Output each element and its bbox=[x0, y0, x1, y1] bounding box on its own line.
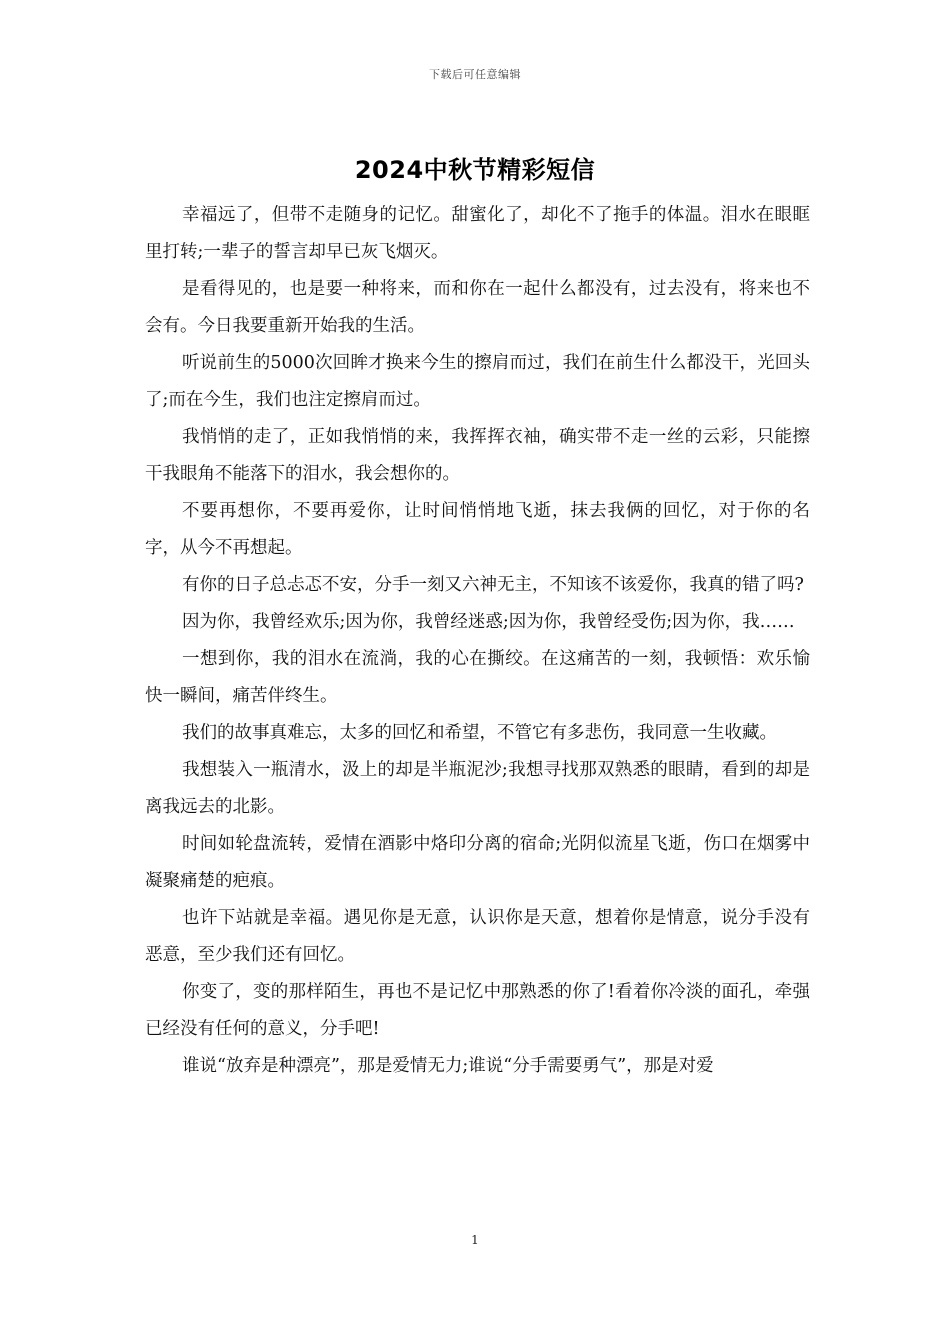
paragraph: 我想装入一瓶清水，汲上的却是半瓶泥沙;我想寻找那双熟悉的眼睛，看到的却是离我远去的北影。 bbox=[145, 760, 810, 817]
paragraph: 我们的故事真难忘，太多的回忆和希望，不管它有多悲伤，我同意一生收藏。 bbox=[182, 723, 777, 743]
paragraph: 一想到你，我的泪水在流淌，我的心在撕绞。在这痛苦的一刻，我顿悟：欢乐愉快一瞬间，痛苦伴终生。 bbox=[145, 649, 810, 706]
paragraph: 幸福远了，但带不走随身的记忆。甜蜜化了，却化不了拖手的体温。泪水在眼眶里打转;一辈子的誓言却早已灰飞烟灭。 bbox=[145, 205, 810, 262]
paragraph: 听说前生的5000次回眸才换来今生的擦肩而过，我们在前生什么都没干，光回头了;而在今生，我们也注定擦肩而过。 bbox=[145, 353, 810, 410]
page-number: 1 bbox=[471, 1233, 479, 1247]
paragraph: 有你的日子总忐忑不安，分手一刻又六神无主，不知该不该爱你，我真的错了吗? bbox=[182, 575, 804, 595]
paragraph: 时间如轮盘流转，爱情在酒影中烙印分离的宿命;光阴似流星飞逝，伤口在烟雾中凝聚痛楚的疤痕。 bbox=[145, 834, 810, 891]
paragraph: 也许下站就是幸福。遇见你是无意，认识你是天意，想着你是情意，说分手没有恶意，至少我们还有回忆。 bbox=[145, 908, 810, 965]
paragraph: 谁说“放弃是种漂亮”，那是爱情无力;谁说“分手需要勇气”，那是对爱 bbox=[182, 1056, 714, 1076]
paragraph: 不要再想你，不要再爱你，让时间悄悄地飞逝，抹去我俩的回忆，对于你的名字，从今不再想起。 bbox=[145, 501, 810, 558]
paragraph: 是看得见的，也是要一种将来，而和你在一起什么都没有，过去没有，将来也不会有。今日我要重新开始我的生活。 bbox=[145, 279, 810, 336]
page-header: 下载后可任意编辑 bbox=[429, 68, 521, 81]
document-title: 2024中秋节精彩短信 bbox=[354, 156, 596, 184]
document-body bbox=[145, 197, 810, 1085]
paragraph: 你变了，变的那样陌生，再也不是记忆中那熟悉的你了!看着你冷淡的面孔，牵强已经没有任何的意义，分手吧! bbox=[145, 982, 810, 1039]
paragraph: 因为你，我曾经欢乐;因为你，我曾经迷惑;因为你，我曾经受伤;因为你，我…… bbox=[182, 612, 795, 632]
paragraph: 我悄悄的走了，正如我悄悄的来，我挥挥衣袖，确实带不走一丝的云彩，只能擦干我眼角不能落下的泪水，我会想你的。 bbox=[145, 427, 810, 484]
